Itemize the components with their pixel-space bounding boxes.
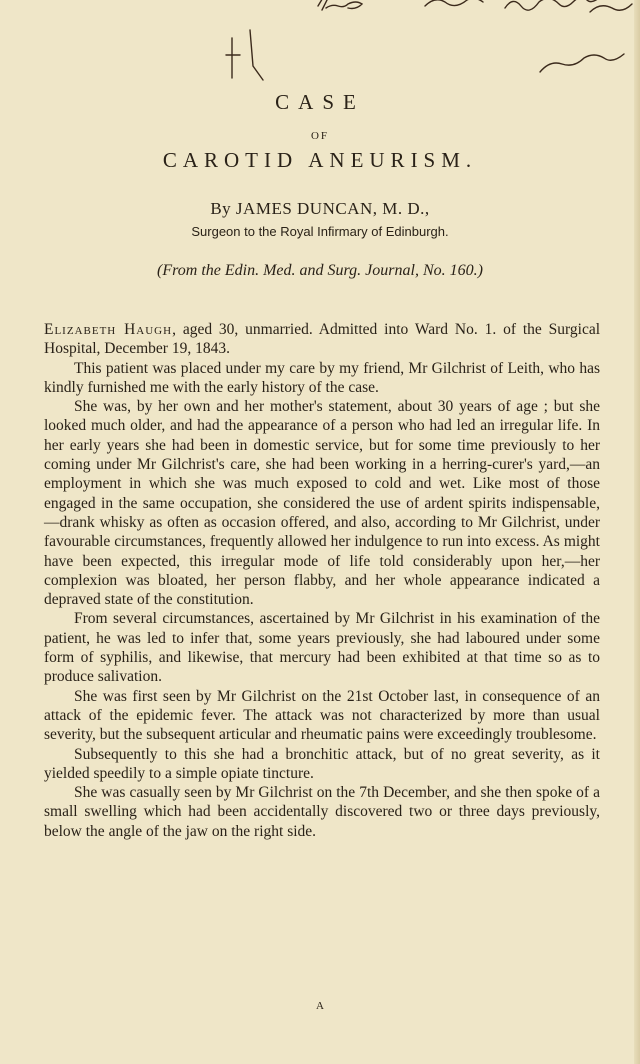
document-title: CAROTID ANEURISM. bbox=[162, 148, 478, 172]
author-affiliation: Surgeon to the Royal Infirmary of Edinburgh. bbox=[191, 224, 449, 239]
signature-mark: A bbox=[316, 1000, 324, 1012]
heading-of: OF bbox=[310, 130, 330, 142]
paragraph-6: Subsequently to this she had a bronchitic attack, but of no great severity, as it yielded speedily to a simple opiate tincture. bbox=[44, 745, 600, 782]
paragraph-4: From several circumstances, ascertained by Mr Gilchrist in his examination of the patient, he was led to infer that, some years previously, she had laboured under some form of syphilis, and likewise, that mercury had been exhibited at that time so as to produce salivation. bbox=[44, 610, 600, 686]
paragraph-1 bbox=[44, 320, 600, 359]
patient-name: Elizabeth Haugh bbox=[44, 321, 173, 338]
paragraph-7: She was casually seen by Mr Gilchrist on the 7th December, and she then spoke of a small swelling which had been accidentally discovered two or three days previously, below the angle of the jaw on the right side. bbox=[44, 784, 600, 840]
heading-case: CASE bbox=[275, 90, 365, 114]
page-edge bbox=[634, 0, 640, 1064]
paragraph-5: She was first seen by Mr Gilchrist on the 21st October last, in consequence of an attack of the epidemic fever. The attack was not characterized by more than usual severity, but the subsequent articular and rheumatic pains were exceedingly troublesome. bbox=[44, 687, 600, 744]
paragraph-1-text: , aged 30, unmarried. Admitted into Ward No. 1. of the Surgical Hospital, December 19, 1843. bbox=[44, 321, 601, 358]
source-citation: (From the Edin. Med. and Surg. Journal, No. 160.) bbox=[157, 262, 483, 279]
article-body bbox=[44, 320, 600, 841]
paragraph-3: She was, by her own and her mother's statement, about 30 years of age ; but she looked much older, and had the appearance of a person who had led an irregular life. In her early years she had been in domestic service, but for some time previously to her coming under Mr Gilchrist's care, she had been working in a herring-curer's yard,—an employment in which she was much exposed to cold and wet. Like most of those engaged in the same occupation, she considered the use of ardent spirits indispensable, —drank whisky as often as occasion offered, and also, according to Mr Gilchrist, under favourable circumstances, frequently allowed her indulgence to run into excess. As might have been expected, this irregular mode of life told considerably upon her,—her complexion was bloated, her person flabby, and her whole appearance indicated a depraved state of the constitution. bbox=[44, 398, 600, 609]
author-byline: By JAMES DUNCAN, M. D., bbox=[210, 199, 430, 218]
paragraph-2: This patient was placed under my care by my friend, Mr Gilchrist of Leith, who has kindly furnished me with the early history of the case. bbox=[44, 359, 600, 396]
